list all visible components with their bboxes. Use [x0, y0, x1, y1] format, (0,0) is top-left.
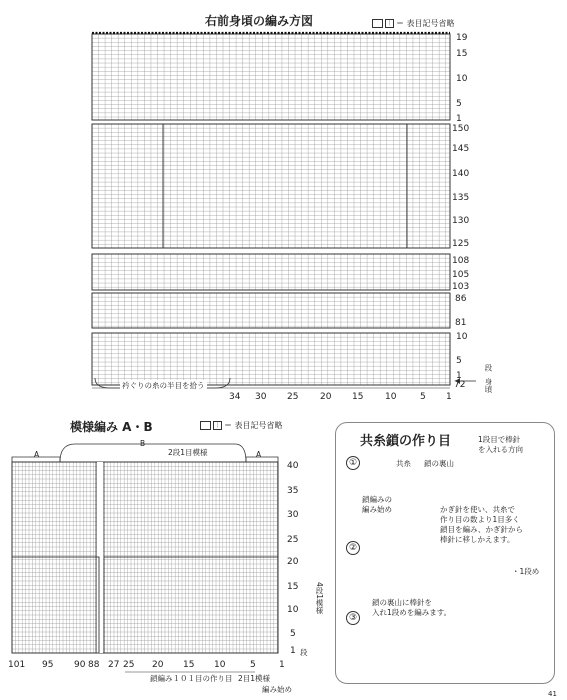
col-label: 25 [123, 660, 135, 670]
col-label: 101 [8, 660, 26, 670]
chart2-title: 模様編み A・B [70, 420, 153, 434]
chart2-start-row-note: 鎖編み１０１目の作り目 [150, 674, 233, 683]
row-label: 10 [287, 605, 299, 615]
chart1-side-label-body: 身頃 [484, 378, 493, 393]
col-label: 25 [287, 392, 299, 402]
row-label: 130 [452, 216, 470, 226]
row-label: 25 [287, 535, 299, 545]
row-label: 5 [456, 99, 462, 109]
col-label: 90 [74, 660, 86, 670]
row-label: 86 [455, 294, 467, 304]
col-label: 20 [152, 660, 164, 670]
section-a-left: A [34, 450, 40, 459]
row-label: 125 [452, 239, 470, 249]
col-label: 10 [214, 660, 226, 670]
panel-title: 共糸鎖の作り目 [360, 434, 452, 449]
col-label: 1 [446, 392, 452, 402]
label-bump: 鎖の裏山 [424, 459, 454, 468]
row-label: 1 [290, 646, 296, 656]
col-label: 10 [385, 392, 397, 402]
legend-blank-box-icon [200, 421, 211, 430]
chart1-legend: ｜ ＝ 表目記号省略 [372, 18, 455, 29]
legend-knit-box-icon: ｜ [214, 422, 221, 429]
row-label: 30 [287, 510, 299, 520]
row-label: 40 [287, 461, 299, 471]
row-label: 15 [456, 49, 468, 59]
label-yarn: 共糸 [396, 459, 411, 468]
row-label: 108 [452, 256, 470, 266]
row-label: 135 [452, 193, 470, 203]
col-label: 20 [320, 392, 332, 402]
step-three-marker: ③ [346, 611, 360, 625]
col-label: 1 [279, 660, 285, 670]
col-label: 5 [420, 392, 426, 402]
row-label: 19 [456, 33, 468, 43]
col-label: 5 [250, 660, 256, 670]
label-start: 鎖編みの 編み始め [362, 495, 392, 514]
row-label: 5 [456, 356, 462, 366]
col-label: 27 [108, 660, 120, 670]
row-label: 72 [454, 380, 466, 390]
step-one-marker: ① [346, 456, 360, 470]
row-suffix: 段 [300, 648, 308, 657]
chart2-top-note: 2段1目模様 [168, 448, 208, 457]
chart2-pattern-note: 2目1模様 [238, 674, 271, 683]
row-label: 1 [456, 114, 462, 124]
label-first-row: ・1段め [512, 567, 540, 576]
label-instructions-2: 鎖の裏山に棒針を 入れ1段めを編みます。 [372, 598, 452, 617]
row-label: 10 [456, 332, 468, 342]
row-label: 145 [452, 144, 470, 154]
row-label: 1 [456, 371, 462, 381]
col-label: 95 [42, 660, 54, 670]
chart1-side-label-rows: 段 [484, 364, 493, 372]
col-label: 34 [229, 392, 241, 402]
label-instructions-1: かぎ針を使い、共糸で 作り目の数より1目多く 鎖目を編み、かぎ針から 棒針に移しかえます。 [440, 505, 523, 544]
row-label: 105 [452, 270, 470, 280]
page-number: 41 [548, 690, 557, 698]
col-label: 15 [352, 392, 364, 402]
section-b: B [140, 439, 146, 448]
chart2-legend: ｜ ＝ 表目記号省略 [200, 420, 283, 431]
chart1-bottom-note: 衿ぐりの糸の半目を拾う [122, 381, 205, 390]
row-label: 20 [287, 557, 299, 567]
col-label: 30 [255, 392, 267, 402]
row-label: 140 [452, 169, 470, 179]
col-label: 88 [88, 660, 100, 670]
chart2-side-note: 4段1模様 [315, 582, 324, 615]
chart1-title: 右前身頃の編み方図 [205, 14, 314, 28]
row-label: 10 [456, 74, 468, 84]
col-label: 15 [183, 660, 195, 670]
legend-knit-box-icon: ｜ [386, 20, 393, 27]
row-label: 81 [455, 318, 467, 328]
label-direction: 1段目で棒針 を入れる方向 [478, 435, 523, 454]
row-label: 5 [290, 629, 296, 639]
section-a-right: A [256, 450, 262, 459]
step-two-marker: ② [346, 541, 360, 555]
row-label: 103 [452, 282, 470, 292]
row-label: 150 [452, 124, 470, 134]
row-label: 35 [287, 486, 299, 496]
row-label: 15 [287, 582, 299, 592]
chart2-start-note: 編み始め [262, 685, 292, 694]
